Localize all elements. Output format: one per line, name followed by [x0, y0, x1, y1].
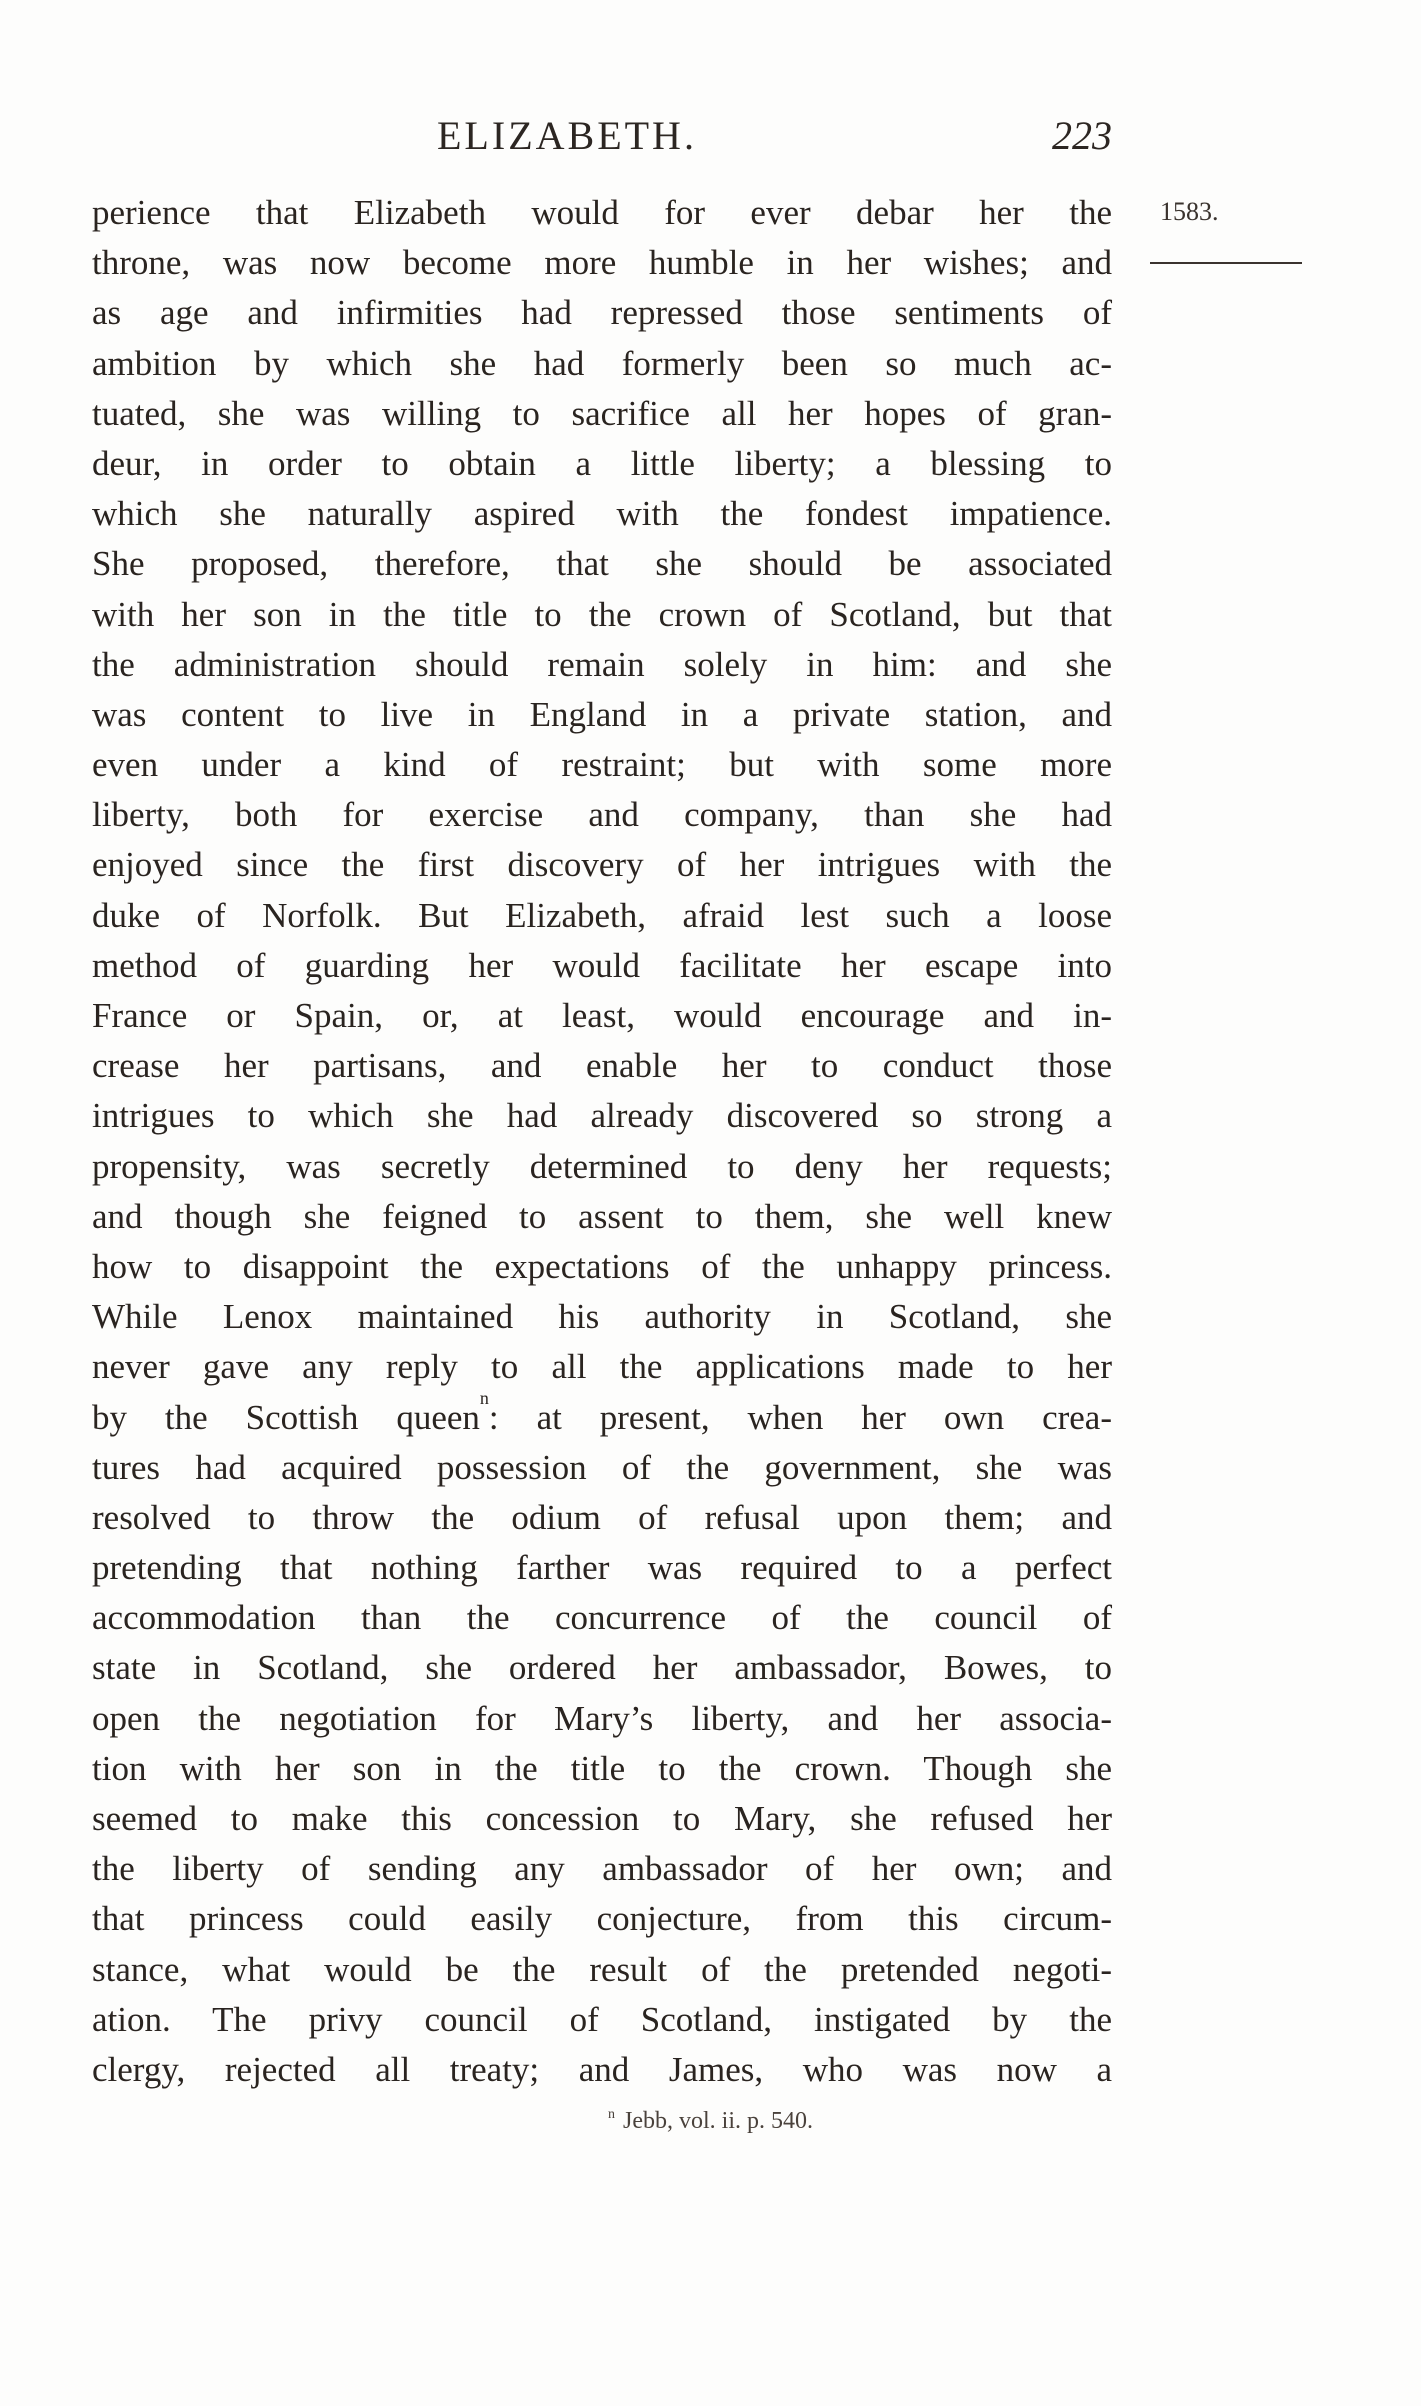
running-title: ELIZABETH. [437, 113, 697, 158]
text-line: that princess could easily conjecture, from this circum- [92, 1899, 1112, 1939]
text-line: tion with her son in the title to the crown. Though she [92, 1748, 1112, 1788]
text-line: and though she feigned to assent to them, she well knew [92, 1196, 1112, 1236]
text-line: duke of Norfolk. But Elizabeth, afraid lest such a loose [92, 895, 1112, 935]
running-head [92, 112, 1112, 172]
line-segment-before-mark: by the Scottish queen [92, 1397, 480, 1437]
text-line: crease her partisans, and enable her to conduct those [92, 1046, 1112, 1086]
text-line: never gave any reply to all the applications made to her [92, 1347, 1112, 1387]
text-line: as age and infirmities had repressed those sentiments of [92, 293, 1112, 333]
text-line: with her son in the title to the crown of Scotland, but that [92, 594, 1112, 634]
text-line: which she naturally aspired with the fondest impatience. [92, 494, 1112, 534]
text-line: throne, was now become more humble in her wishes; and [92, 243, 1112, 283]
text-line: state in Scotland, she ordered her ambassador, Bowes, to [92, 1648, 1112, 1688]
footnote-text: Jebb, vol. ii. p. 540. [623, 2108, 813, 2134]
text-line: resolved to throw the odium of refusal upon them; and [92, 1497, 1112, 1537]
text-line: enjoyed since the first discovery of her intrigues with the [92, 845, 1112, 885]
text-line: liberty, both for exercise and company, than she had [92, 795, 1112, 835]
line-segment-after-mark: : at present, when her own crea- [488, 1397, 1112, 1437]
text-line: tures had acquired possession of the government, she was [92, 1447, 1112, 1487]
text-line: perience that Elizabeth would for ever debar her the [92, 193, 1112, 232]
text-line: France or Spain, or, at least, would encourage and in- [92, 996, 1112, 1035]
footnote [0, 2108, 1421, 2135]
page-number: 223 [1052, 113, 1112, 158]
text-line: clergy, rejected all treaty; and James, who was now a [92, 2049, 1112, 2089]
text-line: ation. The privy council of Scotland, instigated by the [92, 1999, 1112, 2039]
footnote-mark: n [608, 2107, 615, 2122]
text-line: pretending that nothing farther was required to a perfect [92, 1548, 1112, 1588]
text-line: even under a kind of restraint; but with some more [92, 745, 1112, 785]
text-line: open the negotiation for Mary’s liberty, and her associa- [92, 1698, 1112, 1738]
text-line: method of guarding her would facilitate her escape into [92, 945, 1112, 985]
footnoted-text-line [92, 1387, 1112, 1443]
text-line: the administration should remain solely in him: and she [92, 644, 1112, 684]
text-line: She proposed, therefore, that she should be associated [92, 544, 1112, 584]
text-line: tuated, she was willing to sacrifice all her hopes of gran- [92, 393, 1112, 433]
text-line: ambition by which she had formerly been so much ac- [92, 343, 1112, 383]
margin-year-note: 1583. [1160, 197, 1219, 226]
text-line: the liberty of sending any ambassador of her own; and [92, 1849, 1112, 1889]
text-line: While Lenox maintained his authority in Scotland, she [92, 1297, 1112, 1337]
text-line: seemed to make this concession to Mary, she refused her [92, 1799, 1112, 1838]
text-line: intrigues to which she had already discovered so strong a [92, 1096, 1112, 1136]
text-line: how to disappoint the expectations of the unhappy princess. [92, 1246, 1112, 1286]
body-text [92, 188, 1112, 2095]
text-line: deur, in order to obtain a little liberty; a blessing to [92, 443, 1112, 483]
text-line: accommodation than the concurrence of the council of [92, 1598, 1112, 1638]
text-line: stance, what would be the result of the pretended negoti- [92, 1949, 1112, 1989]
text-line: was content to live in England in a private station, and [92, 694, 1112, 734]
footnote-reference[interactable]: n [479, 1387, 489, 1408]
text-line: propensity, was secretly determined to deny her requests; [92, 1146, 1112, 1186]
margin-rule [1150, 262, 1302, 264]
